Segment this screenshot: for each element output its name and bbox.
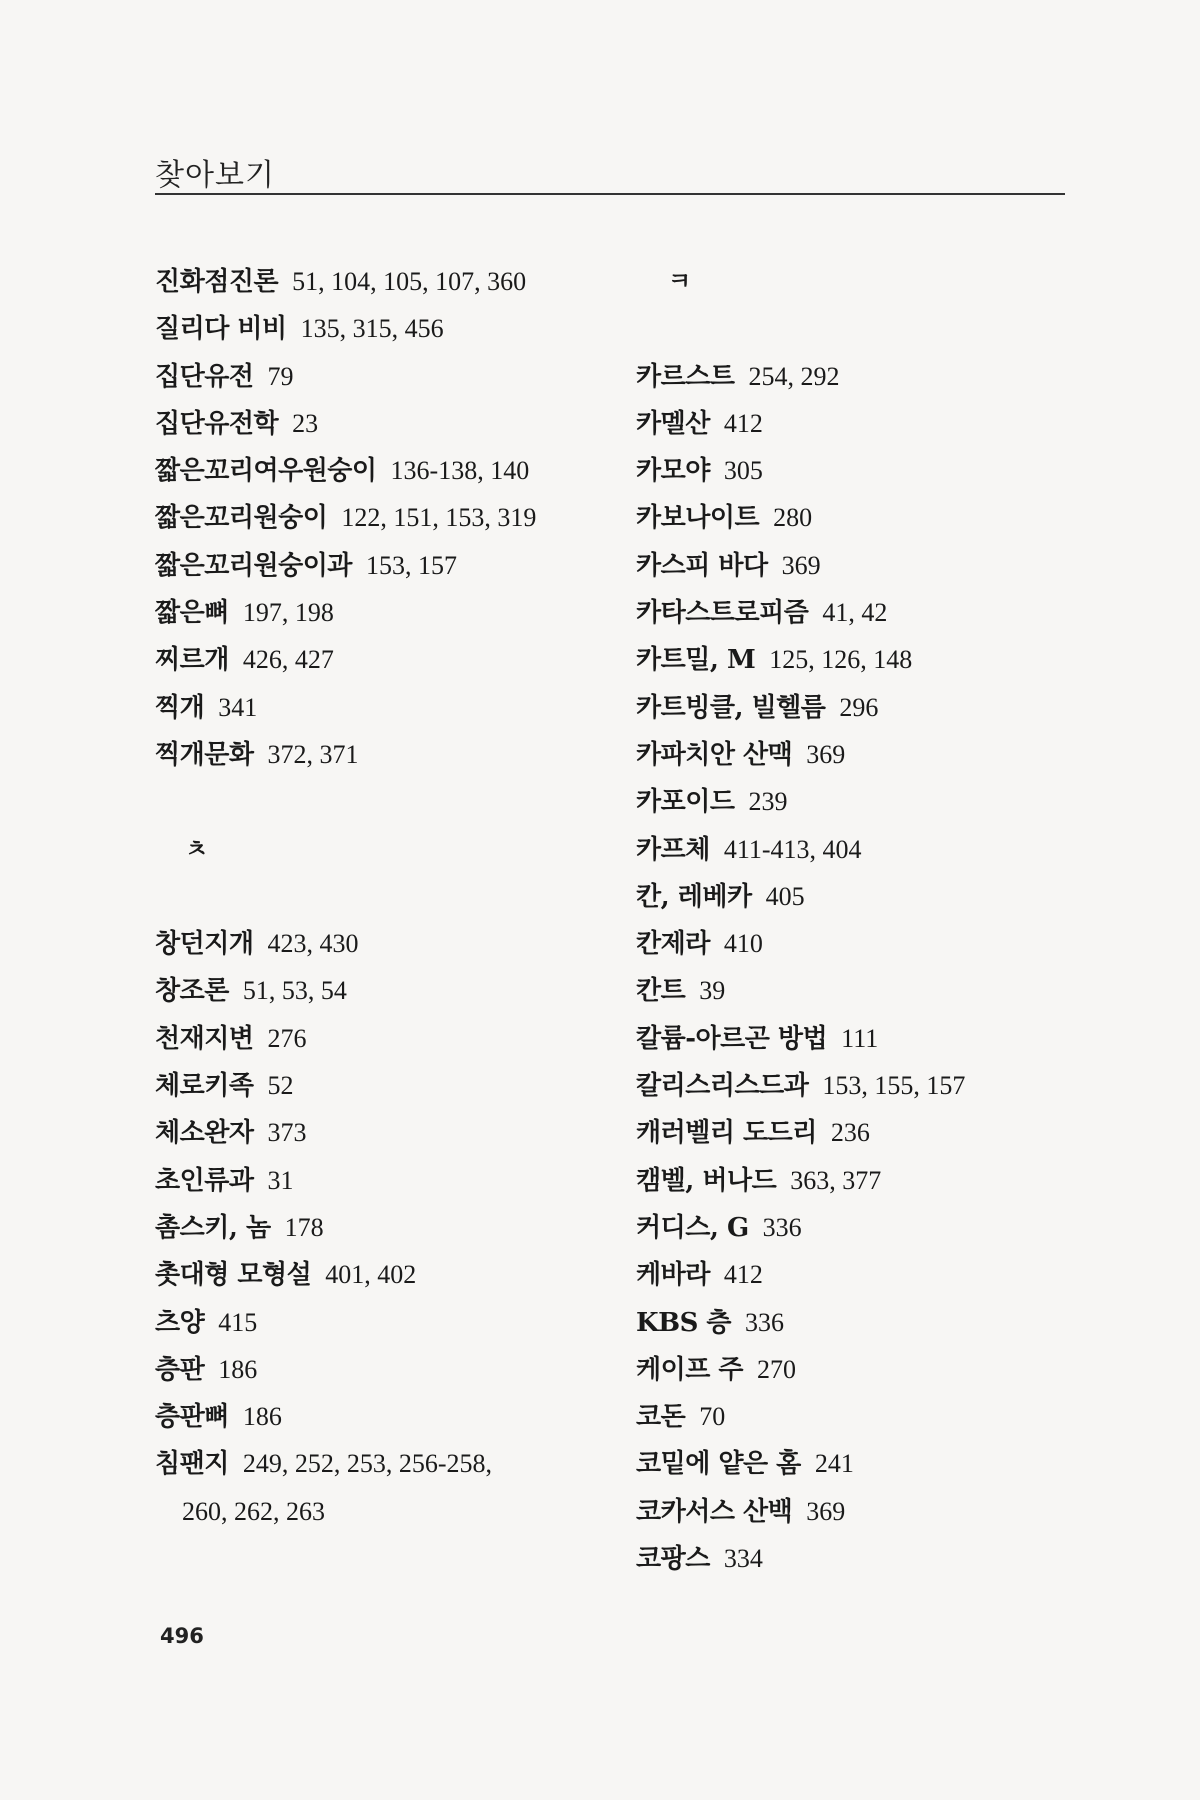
index-entry xyxy=(636,447,1076,494)
page-header-title: 찾아보기 xyxy=(155,158,275,193)
entry-pages: 411-413, 404 xyxy=(723,834,862,864)
index-entry xyxy=(636,494,1076,541)
index-entry xyxy=(636,636,1076,683)
spacer xyxy=(636,305,1076,352)
index-entry xyxy=(155,1109,605,1156)
entry-term: 캐러벨리 도드리 xyxy=(636,1118,817,1149)
index-entry xyxy=(155,494,605,541)
entry-term: 칼륨-아르곤 방법 xyxy=(636,1023,828,1054)
entry-term: 칸, 레베카 xyxy=(636,881,752,912)
entry-term: 카파치안 산맥 xyxy=(636,739,793,770)
entry-term: 코밑에 얕은 홈 xyxy=(636,1449,801,1480)
entry-term: 침팬지 xyxy=(155,1449,229,1480)
entry-pages: 39 xyxy=(699,976,726,1006)
entry-pages: 423, 430 xyxy=(267,929,359,959)
entry-pages: 270 xyxy=(757,1354,797,1384)
entry-term: 찍개문화 xyxy=(155,739,254,770)
index-entry xyxy=(155,636,605,683)
index-entry xyxy=(636,684,1076,731)
entry-term: 질리다 비비 xyxy=(155,314,287,345)
entry-term: KBS 층 xyxy=(636,1307,732,1338)
entry-pages: 153, 157 xyxy=(365,550,457,580)
index-entry xyxy=(155,920,605,967)
index-entry xyxy=(636,1346,1076,1393)
index-entry xyxy=(636,1488,1076,1535)
index-entry xyxy=(155,1204,605,1251)
entry-pages: 41, 42 xyxy=(822,598,888,628)
entry-pages: 372, 371 xyxy=(267,739,359,769)
entry-term: 케이프 주 xyxy=(636,1354,744,1385)
section-letter-chieut: ㅊ xyxy=(185,834,209,863)
entry-pages: 341 xyxy=(218,692,258,722)
entry-pages: 136-138, 140 xyxy=(390,456,530,486)
entry-pages: 31 xyxy=(267,1165,294,1195)
entry-pages: 412 xyxy=(723,1260,763,1290)
index-entry xyxy=(636,731,1076,778)
entry-pages: 305 xyxy=(723,456,763,486)
entry-pages: 405 xyxy=(765,881,805,911)
entry-pages: 197, 198 xyxy=(242,598,334,628)
index-entry xyxy=(636,778,1076,825)
index-entry xyxy=(636,1535,1076,1582)
index-entry xyxy=(155,967,605,1014)
entry-pages: 186 xyxy=(218,1354,258,1384)
entry-term: 카멜산 xyxy=(636,408,710,439)
entry-pages: 426, 427 xyxy=(242,645,334,675)
entry-pages: 153, 155, 157 xyxy=(822,1071,966,1101)
entry-term: 짧은꼬리원숭이 xyxy=(155,503,328,534)
index-entry xyxy=(155,1346,605,1393)
entry-term: 찍개 xyxy=(155,692,205,723)
index-entry xyxy=(636,1109,1076,1156)
index-entry xyxy=(155,353,605,400)
entry-term: 케바라 xyxy=(636,1260,710,1291)
entry-pages: 254, 292 xyxy=(748,361,840,391)
entry-pages: 79 xyxy=(267,361,294,391)
spacer xyxy=(155,778,605,825)
entry-term: 천재지변 xyxy=(155,1023,254,1054)
entry-pages: 412 xyxy=(723,408,763,438)
index-entry xyxy=(636,826,1076,873)
entry-pages: 369 xyxy=(781,550,821,580)
entry-term: 촘스키, 놈 xyxy=(155,1212,271,1243)
entry-pages: 276 xyxy=(267,1023,307,1053)
header-rule xyxy=(155,193,1065,195)
entry-pages: 23 xyxy=(292,408,319,438)
entry-pages: 363, 377 xyxy=(790,1165,882,1195)
index-entry xyxy=(636,589,1076,636)
index-entry xyxy=(155,1062,605,1109)
entry-pages: 415 xyxy=(218,1307,258,1337)
entry-term: 캠벨, 버나드 xyxy=(636,1165,777,1196)
entry-term: 카르스트 xyxy=(636,361,735,392)
index-entry xyxy=(636,1204,1076,1251)
index-column-left xyxy=(155,258,605,1535)
index-entry xyxy=(636,1062,1076,1109)
entry-pages: 52 xyxy=(267,1071,294,1101)
entry-term: 칸제라 xyxy=(636,929,710,960)
entry-term: 층판뼈 xyxy=(155,1402,229,1433)
index-column-right xyxy=(636,258,1076,1582)
entry-term: 코카서스 산백 xyxy=(636,1496,793,1527)
section-letter-kieuk: ㅋ xyxy=(668,267,692,295)
index-entry xyxy=(636,1440,1076,1487)
spacer xyxy=(155,873,605,920)
index-entry xyxy=(155,1299,605,1346)
entry-term: 코팡스 xyxy=(636,1544,710,1575)
index-entry xyxy=(155,589,605,636)
index-entry xyxy=(155,1393,605,1440)
index-entry xyxy=(636,1251,1076,1298)
index-entry xyxy=(155,447,605,494)
index-entry xyxy=(155,1015,605,1062)
entry-pages: 125, 126, 148 xyxy=(769,645,913,675)
entry-pages: 334 xyxy=(723,1544,763,1574)
index-entry xyxy=(636,967,1076,1014)
index-entry xyxy=(636,542,1076,589)
entry-pages: 369 xyxy=(806,1496,846,1526)
entry-pages: 135, 315, 456 xyxy=(300,314,444,344)
entry-term: 카스피 바다 xyxy=(636,550,768,581)
entry-term: 짧은꼬리여우원숭이 xyxy=(155,456,377,487)
index-entry xyxy=(636,400,1076,447)
page-number: 496 xyxy=(160,1624,204,1648)
entry-term: 창조론 xyxy=(155,976,229,1007)
entry-pages: 236 xyxy=(830,1118,870,1148)
index-entry xyxy=(636,353,1076,400)
entry-pages: 111 xyxy=(841,1023,879,1053)
entry-pages: 70 xyxy=(699,1402,726,1432)
entry-term: 츠양 xyxy=(155,1307,205,1338)
index-entry xyxy=(636,1015,1076,1062)
entry-term: 카프체 xyxy=(636,834,710,865)
entry-term: 칼리스리스드과 xyxy=(636,1071,809,1102)
index-entry xyxy=(155,1157,605,1204)
entry-term: 칸트 xyxy=(636,976,686,1007)
entry-pages: 249, 252, 253, 256-258, xyxy=(242,1449,493,1479)
entry-term: 커디스, G xyxy=(636,1212,749,1243)
entry-term: 카트빙클, 빌헬름 xyxy=(636,692,826,723)
entry-term: 층판 xyxy=(155,1354,205,1385)
index-entry xyxy=(155,1251,605,1298)
entry-term: 초인류과 xyxy=(155,1165,254,1196)
entry-pages: 336 xyxy=(745,1307,785,1337)
index-entry xyxy=(155,542,605,589)
index-entry xyxy=(155,731,605,778)
entry-pages: 296 xyxy=(839,692,879,722)
entry-term: 체로키족 xyxy=(155,1071,254,1102)
entry-term: 카타스트로피즘 xyxy=(636,598,809,629)
entry-pages-continuation: 260, 262, 263 xyxy=(182,1496,325,1526)
index-entry xyxy=(636,1393,1076,1440)
entry-pages: 241 xyxy=(814,1449,854,1479)
entry-term: 카트밀, M xyxy=(636,645,756,676)
entry-pages: 373 xyxy=(267,1118,307,1148)
entry-term: 짧은꼬리원숭이과 xyxy=(155,550,352,581)
index-entry xyxy=(155,400,605,447)
entry-pages: 401, 402 xyxy=(325,1260,417,1290)
entry-term: 찌르개 xyxy=(155,645,229,676)
entry-term: 체소완자 xyxy=(155,1118,254,1149)
entry-pages: 410 xyxy=(723,929,763,959)
index-entry xyxy=(155,305,605,352)
entry-term: 진화점진론 xyxy=(155,267,279,297)
index-entry xyxy=(636,1157,1076,1204)
entry-term: 카모야 xyxy=(636,456,710,487)
index-entry xyxy=(636,1299,1076,1346)
entry-term: 집단유전 xyxy=(155,361,254,392)
entry-pages: 369 xyxy=(806,739,846,769)
index-entry xyxy=(155,258,605,305)
entry-term: 창던지개 xyxy=(155,929,254,960)
index-entry xyxy=(636,873,1076,920)
entry-pages: 51, 53, 54 xyxy=(242,976,347,1006)
entry-pages: 51, 104, 105, 107, 360 xyxy=(292,267,527,296)
entry-term: 짧은뼈 xyxy=(155,598,229,629)
entry-pages: 122, 151, 153, 319 xyxy=(341,503,537,533)
entry-pages: 280 xyxy=(773,503,813,533)
entry-term: 카보나이트 xyxy=(636,503,760,534)
index-entry xyxy=(636,920,1076,967)
entry-pages: 336 xyxy=(762,1212,802,1242)
entry-pages: 186 xyxy=(242,1402,282,1432)
entry-pages: 178 xyxy=(284,1212,324,1242)
entry-term: 카포이드 xyxy=(636,787,735,818)
entry-term: 코돈 xyxy=(636,1402,686,1433)
index-entry xyxy=(155,684,605,731)
index-entry xyxy=(155,1440,605,1487)
entry-term: 촛대형 모형설 xyxy=(155,1260,312,1291)
entry-term: 집단유전학 xyxy=(155,408,279,439)
entry-pages: 239 xyxy=(748,787,788,817)
